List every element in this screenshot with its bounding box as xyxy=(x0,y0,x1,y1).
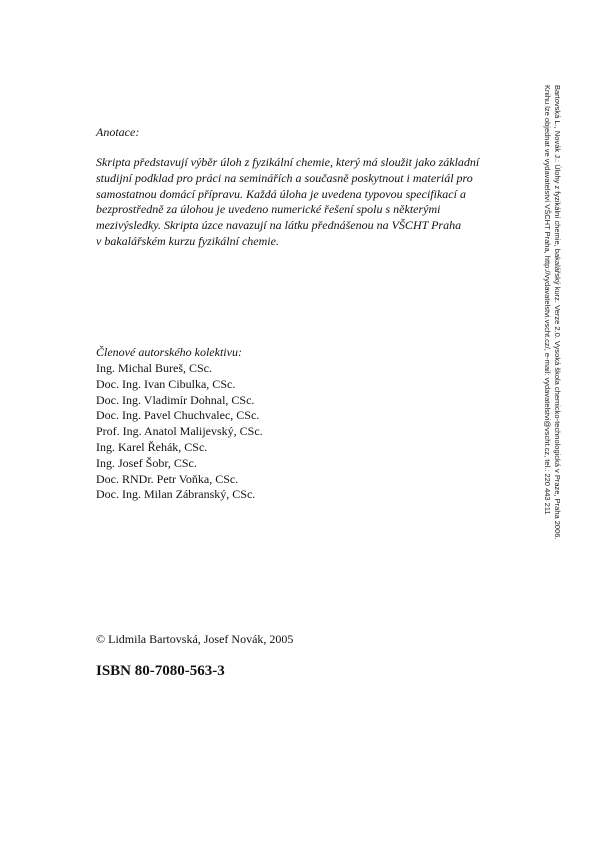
annotation-line: v bakalářském kurzu fyzikální chemie. xyxy=(96,233,279,248)
annotation-line: samostatnou domácí přípravu. Každá úloha je uvedena typovou specifikací a xyxy=(96,186,466,201)
side-note-order-info: Knihu lze objednat ve vydavatelství VŠCHT Praha, http://vydavatelstvi.vscht.cz/, e-mail: vydavatelstvi@vscht.cz, tel.: 220 443 211 xyxy=(543,85,553,515)
copyright-notice: © Lidmila Bartovská, Josef Novák, 2005 xyxy=(96,632,294,646)
author-item: Doc. RNDr. Petr Voňka, CSc. xyxy=(96,471,239,486)
author-item: Doc. Ing. Milan Zábranský, CSc. xyxy=(96,487,256,502)
annotation-line: bezprostředně za úlohou je uvedeno numerické řešení spolu s některými xyxy=(96,202,441,217)
annotation-line: studijní podklad pro práci na seminářích a současně poskytnout i materiál pro xyxy=(96,170,473,185)
author-item: Ing. Josef Šobr, CSc. xyxy=(96,455,197,470)
author-item: Doc. Ing. Ivan Cibulka, CSc. xyxy=(96,376,236,391)
annotation-line: Skripta představují výběr úloh z fyzikální chemie, který má sloužit jako základní xyxy=(96,155,480,169)
annotation-heading: Anotace: xyxy=(96,125,140,139)
annotation-line: mezivýsledky. Skripta úzce navazují na látku přednášenou na VŠCHT Praha xyxy=(96,218,462,233)
side-publication-note xyxy=(522,85,562,555)
authors-list xyxy=(96,361,263,503)
author-item: Prof. Ing. Anatol Malijevský, CSc. xyxy=(96,424,263,439)
author-item: Doc. Ing. Vladimír Dohnal, CSc. xyxy=(96,392,255,407)
isbn: ISBN 80-7080-563-3 xyxy=(96,663,225,679)
authors-heading: Členové autorského kolektivu: xyxy=(96,345,242,359)
author-item: Doc. Ing. Pavel Chuchvalec, CSc. xyxy=(96,408,260,423)
side-note-citation: Bartovská L., Novák J.: Úlohy z fyzikální chemie, bakalářský kurz. Verze 2.0. Vysoká škola chemicko-technologická v Praze, Praha 2006. xyxy=(553,85,562,540)
annotation-body xyxy=(96,155,496,250)
author-item: Ing. Michal Bureš, CSc. xyxy=(96,361,212,375)
author-item: Ing. Karel Řehák, CSc. xyxy=(96,439,208,454)
